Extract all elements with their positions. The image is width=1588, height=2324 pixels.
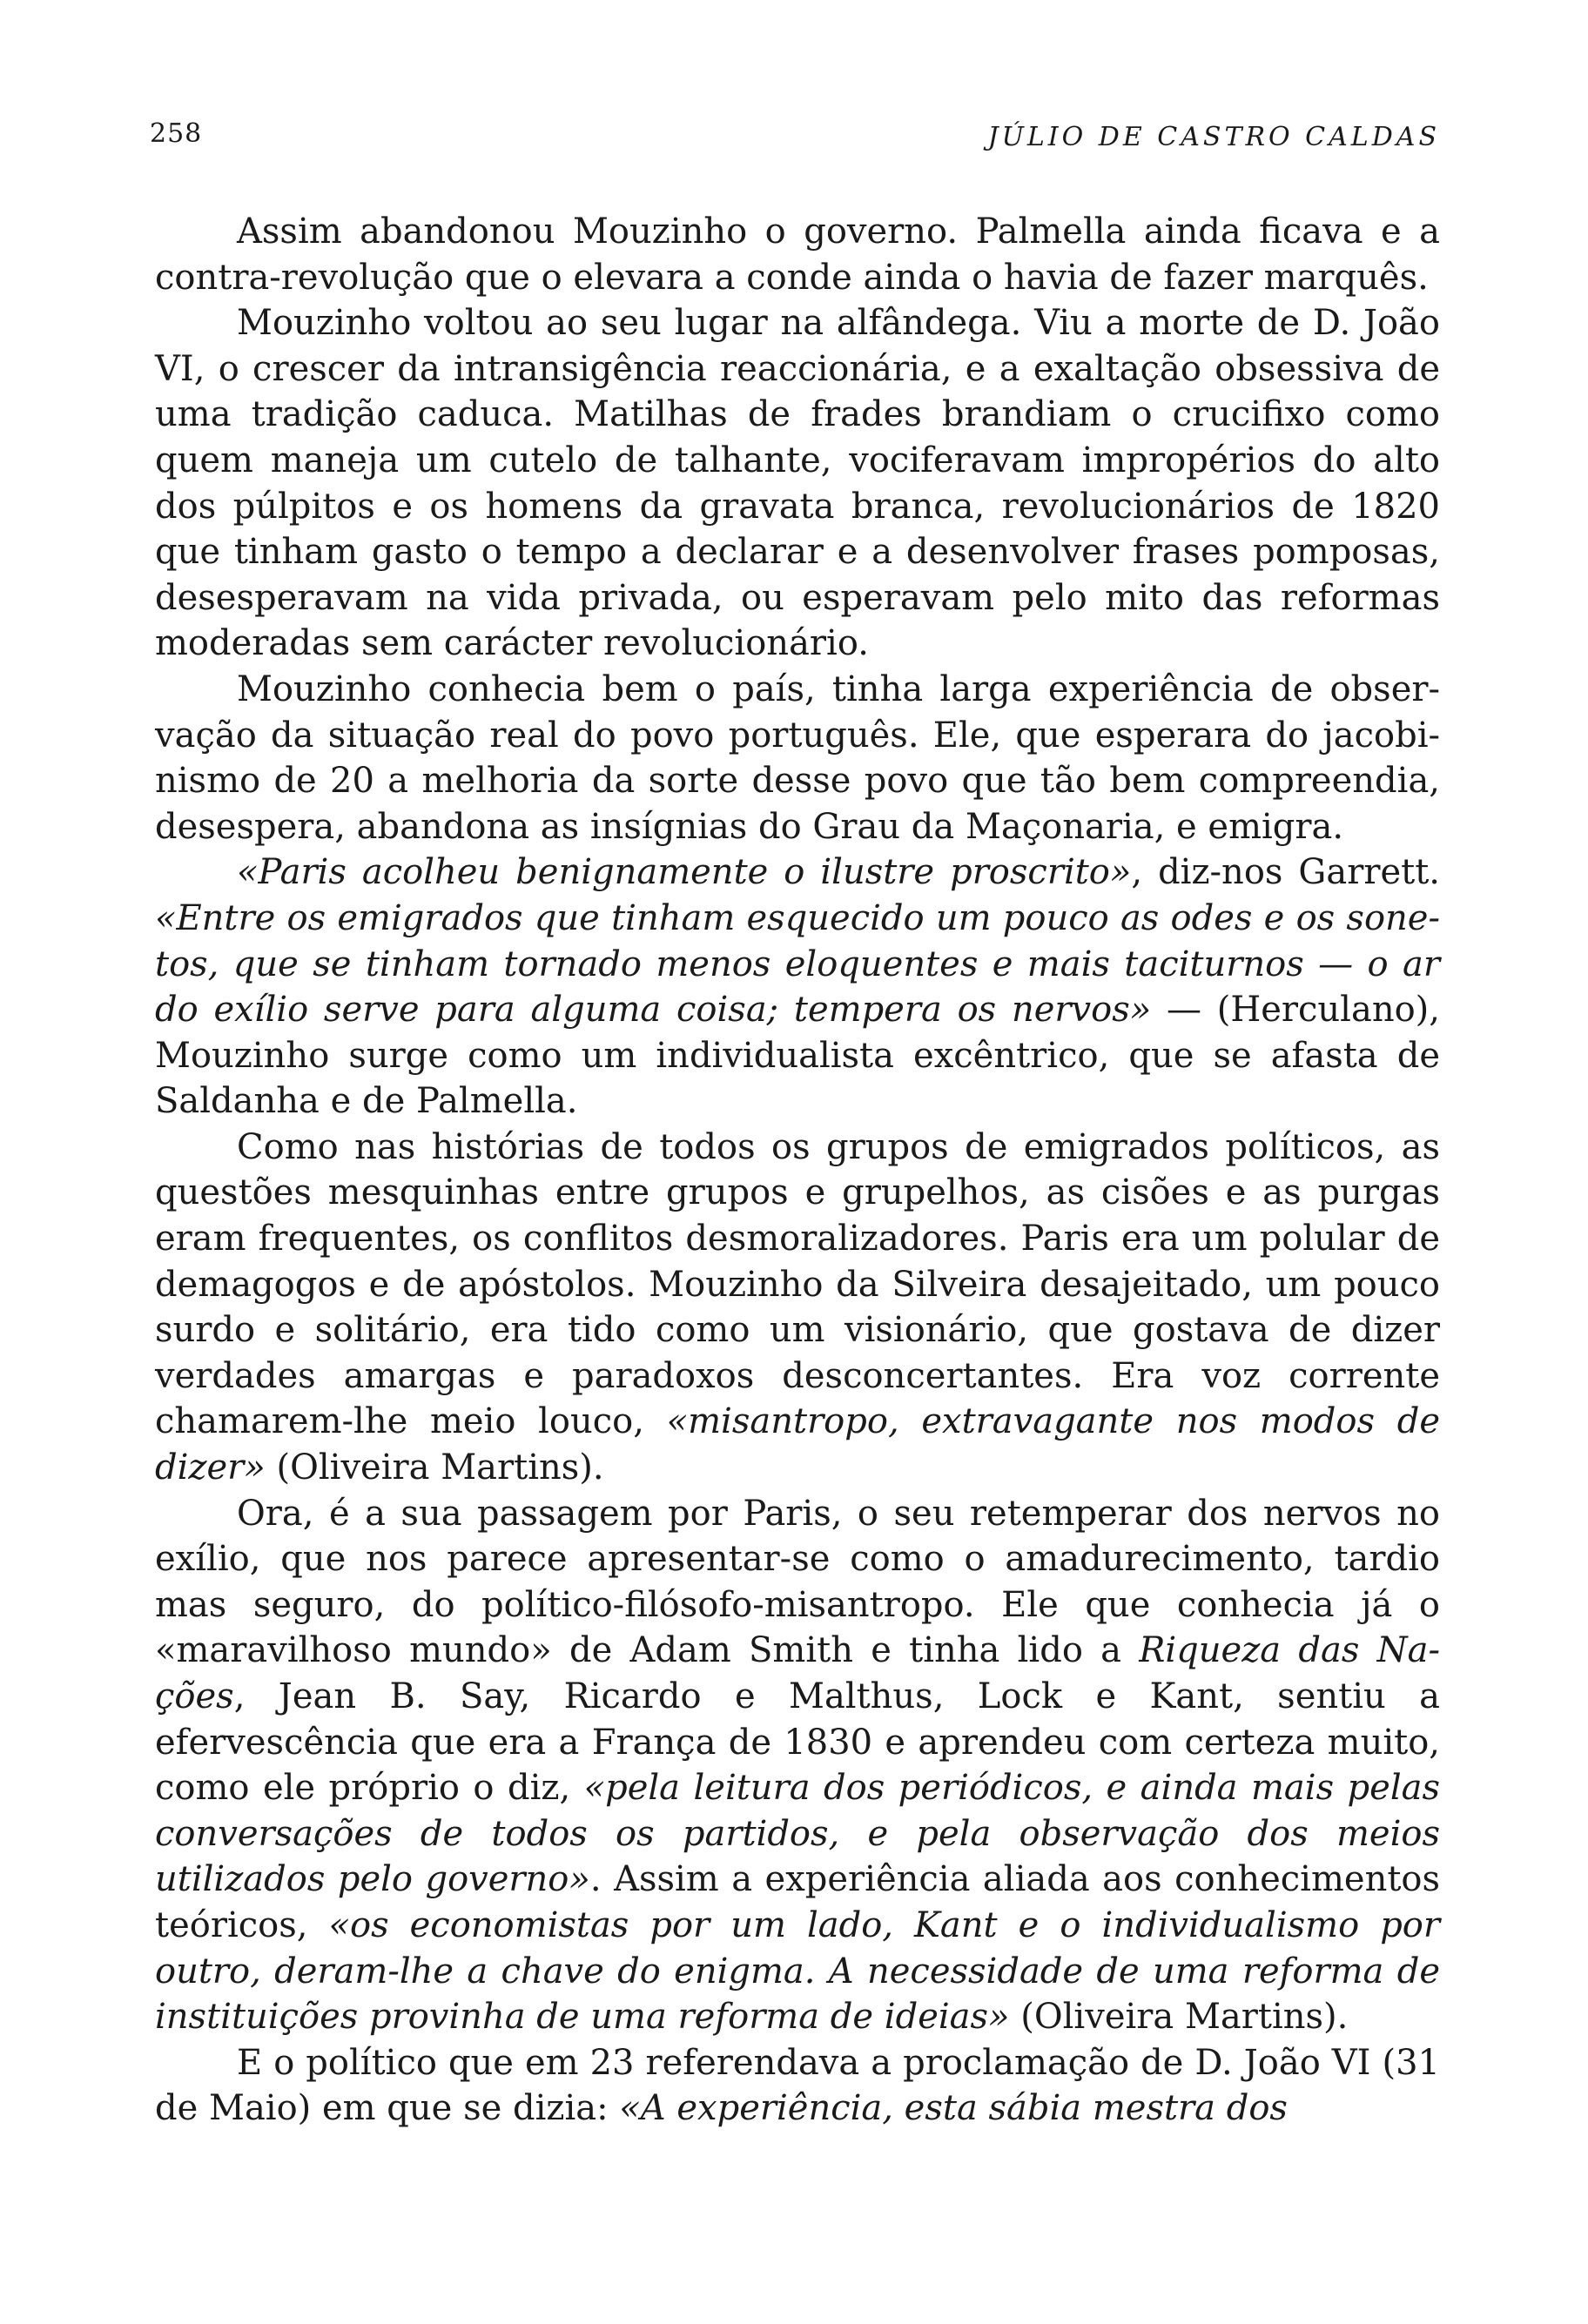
paragraph xyxy=(155,209,1440,300)
italic-quote: «os economistas por um lado, Kant e o individualismo por outro, deram-lhe a chave do enigma. A necessidade de uma reforma de instituições provinha de uma reforma de ideias» xyxy=(155,1904,1440,2038)
paragraph xyxy=(155,1491,1440,2040)
paragraph xyxy=(155,850,1440,1125)
text-run: (Oliveira Martins). xyxy=(265,1447,604,1488)
page-number: 258 xyxy=(150,118,203,149)
text-run: (Oliveira Martins). xyxy=(1009,1997,1349,2038)
text-run: , Jean B. Say, Ricardo e Malthus, Lock e Kant, sentiu a efervescência que era a França de 1830 e aprendeu com certeza muito, como ele próprio o diz, xyxy=(155,1676,1440,1809)
text-run: . Assim a experiência aliada aos conhecimentos teóricos, xyxy=(155,1859,1441,1945)
italic-quote: «Paris acolheu benignamente o ilustre proscrito» xyxy=(237,852,1132,893)
text-run: Mouzinho conhecia bem o país, tinha larga experiência de observação da situação real do povo português. Ele, que esperara do jacobinismo de 20 a melhoria da sorte desse povo que tão bem compreendia, desespera, abandona as insígnias do Grau da Maçonaria, e emigra. xyxy=(155,668,1440,847)
text-run: — (Herculano), Mouzinho surge como um individualista excêntrico, que se afasta de Saldanha e de Palmella. xyxy=(155,990,1440,1122)
paragraph xyxy=(155,667,1440,850)
running-title: JÚLIO DE CASTRO CALDAS xyxy=(987,122,1440,152)
text-run: , diz-nos Garrett. xyxy=(1131,852,1440,893)
italic-quote: «Entre os emigrados que tinham esquecido um pouco as odes e os sonetos, que se tinham tornado menos eloquentes e mais taciturnos — o ar do exílio serve para alguma coisa; tempera os nervos» xyxy=(155,897,1440,1031)
italic-quote: «A experiência, esta sábia mestra dos xyxy=(619,2088,1288,2129)
italic-quote: «pela leitura dos periódicos, e ainda mais pelas conversações de todos os partidos, e pela observação dos meios utilizados pelo governo» xyxy=(155,1768,1440,1900)
text-run: Ora, é a sua passagem por Paris, o seu retemperar dos nervos no exílio, que nos parece apresentar-se como o amadurecimento, tardio mas seguro, do político-filósofo-misantropo. Ele que conhecia já o «maravilhoso mundo» de Adam Smith e tinha lido a xyxy=(155,1493,1440,1671)
paragraph xyxy=(155,2040,1440,2132)
text-run: Como nas histórias de todos os grupos de emigrados políticos, as questões mesquinhas entre grupos e grupelhos, as cisões e as purgas eram frequentes, os conflitos desmoralizadores. Paris era um polular de demagogos e de apóstolos. Mouzinho da Silveira desajeitado, um pouco surdo e solitário, era tido como um visionário, que gostava de dizer verdades amargas e paradoxos desconcertantes. Era voz corrente chamarem-lhe meio louco, xyxy=(155,1126,1440,1442)
paragraph xyxy=(155,1125,1440,1491)
body-text xyxy=(155,209,1440,2132)
text-run: Mouzinho voltou ao seu lugar na alfândega. Viu a morte de D. João VI, o crescer da intransigência reaccionária, e a exaltação obsessiva de uma tradição caduca. Matilhas de frades brandiam o crucifixo como quem maneja um cutelo de talhante, vociferavam impropérios do alto dos púlpitos e os homens da gravata branca, revolucionários de 1820 que tinham gasto o tempo a declarar e a desenvolver frases pomposas, desesperavam na vida privada, ou esperavam pelo mito das reformas moderadas sem carácter revolucionário. xyxy=(155,303,1440,664)
paragraph xyxy=(155,300,1440,667)
text-run: E o político que em 23 referendava a proclamação de D. João VI (31 de Maio) em que se dizia: xyxy=(155,2042,1440,2129)
italic-quote: «misantropo, extravagante nos modos de dizer» xyxy=(155,1401,1440,1488)
italic-quote: Riqueza das Nações xyxy=(155,1630,1440,1716)
text-run: Assim abandonou Mouzinho o governo. Palmella ainda ficava e a contra-revolução que o elevara a conde ainda o havia de fazer marquês. xyxy=(155,212,1440,298)
